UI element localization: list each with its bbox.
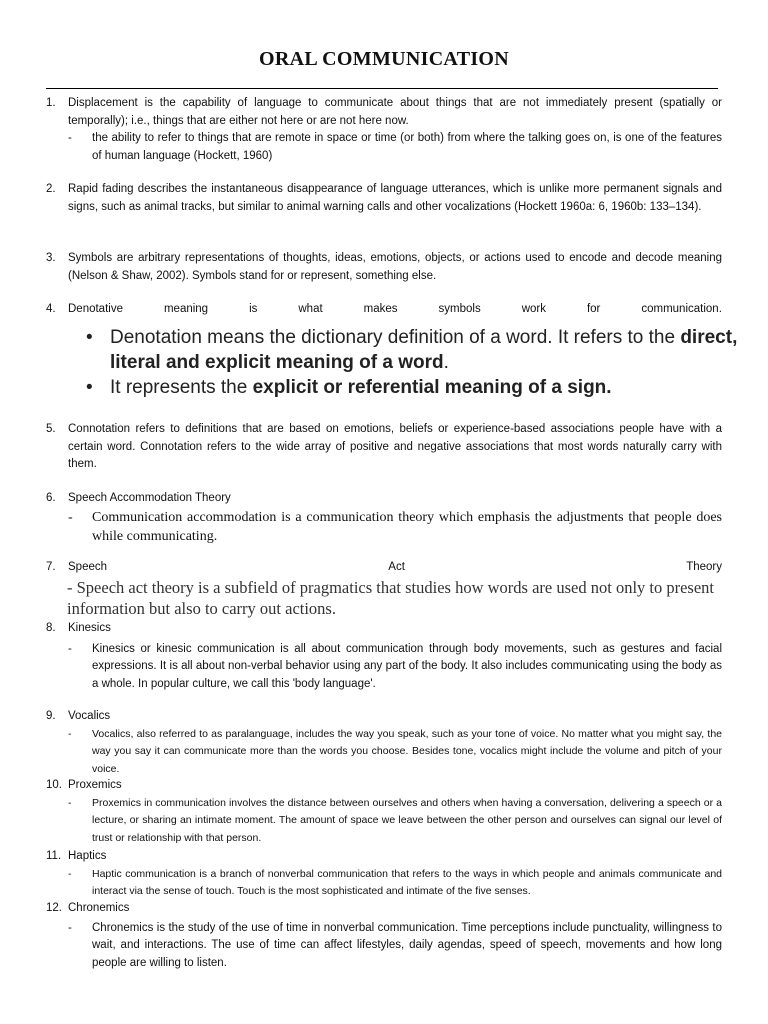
list-item-8 (46, 620, 722, 693)
item-sub-text: Proxemics in communication involves the distance between ourselves and others when having a conversation, delivering a speech or a lecture, or sharing an intimate moment. The amount of space we leave between the other person and ourselves can signal our level of trust or relationship with that person. (92, 796, 722, 844)
bullet-item (86, 325, 746, 375)
list-item-7 (46, 559, 722, 577)
list-item-2 (46, 181, 722, 216)
item-heading: Haptics (68, 850, 107, 862)
spread-word: Speech (68, 561, 108, 573)
item-text: Connotation refers to definitions that are based on emotions, beliefs or experience-based associations people have with a certain word. Connotation refers to the wide array of positive and negative associations that most words naturally carry with them. (68, 423, 722, 470)
item-spread-line (68, 559, 722, 577)
bullet-bold-text: direct, literal and explicit meaning of a word (110, 327, 738, 373)
item-number: 2. (46, 183, 56, 195)
bullet-text-end: . (443, 352, 449, 373)
bullet-text: Denotation means the dictionary definition of a word. It refers to the (110, 327, 681, 348)
item-number: 12. (46, 902, 62, 914)
item-spread-line (68, 301, 722, 319)
item-sub-text: Communication accommodation is a communication theory which emphasis the adjustments that people does while communicating. (92, 509, 722, 544)
spread-word: Theory (686, 561, 722, 573)
item-number: 9. (46, 710, 56, 722)
bullet-dot: • (86, 327, 93, 348)
item-number: 5. (46, 423, 56, 435)
bullet-dot: • (86, 377, 93, 398)
spread-word: is (249, 303, 258, 315)
item-sub-text: Haptic communication is a branch of nonverbal communication that refers to the ways in which people and animals communicate and interact via the sense of touch. Touch is the most sophisticated and intimate of the five senses. (92, 867, 722, 897)
list-item-3 (46, 250, 722, 285)
item-number: 6. (46, 492, 56, 504)
speech-act-definition: - Speech act theory is a subfield of pragmatics that studies how words are used not only to present information but also to carry out actions. (67, 578, 715, 618)
item-sub-text: Kinesics or kinesic communication is all about communication through body movements, such as gestures and facial expressions. It is all about non-verbal behavior using any part of the body. It also includes communicating using the body as a whole. In popular culture, we call this 'body language'. (92, 642, 722, 690)
list-item-12 (46, 900, 722, 972)
item-number: 4. (46, 303, 56, 315)
list-item-11 (46, 848, 722, 901)
dash-marker: - (68, 727, 72, 740)
list-item-4 (46, 301, 722, 319)
spread-word: communication. (641, 303, 722, 315)
spread-word: makes (363, 303, 398, 315)
dash-marker: - (68, 867, 72, 880)
spread-word: symbols (438, 303, 481, 315)
dash-marker: - (68, 921, 72, 934)
item-number: 3. (46, 252, 56, 264)
spread-word: for (586, 303, 601, 315)
document-title: ORAL COMMUNICATION (258, 48, 510, 70)
item-number: 8. (46, 622, 56, 634)
list-item-6 (46, 490, 722, 546)
item-number: 1. (46, 97, 56, 109)
list-item-5 (46, 421, 722, 474)
bullet-text: It represents the (110, 377, 253, 398)
list-item-1 (46, 95, 722, 165)
item-text: Rapid fading describes the instantaneous disappearance of language utterances, which is unlike more permanent signals and signs, such as animal tracks, but similar to animal warning calls and other vocalizations (Hockett 1960a: 6, 1960b: 133–134). (68, 183, 722, 213)
dash-marker: - (68, 642, 72, 655)
dash-marker: - (68, 132, 72, 144)
list-item-9 (46, 708, 722, 778)
item-text: Symbols are arbitrary representations of thoughts, ideas, emotions, objects, or actions used to encode and decode meaning (Nelson & Shaw, 2002). Symbols stand for or represent, something else. (68, 252, 722, 282)
spread-word: Act (388, 561, 405, 573)
item-sub-text: the ability to refer to things that are remote in space or time (or both) from where the talking goes on, is one of the features of human language (Hockett, 1960) (92, 132, 722, 162)
item-heading: Speech Accommodation Theory (68, 492, 231, 504)
item-number: 7. (46, 561, 56, 573)
dash-marker: - (68, 509, 73, 525)
item-heading: Kinesics (68, 622, 111, 634)
dash-marker: - (68, 796, 72, 809)
spread-word: work (521, 303, 546, 315)
item-text: Displacement is the capability of language to communicate about things that are not immediately present (spatially or temporally); i.e., things that are either not here or are not here now. (68, 97, 722, 127)
item-heading: Chronemics (68, 902, 130, 914)
item-number: 10. (46, 779, 62, 791)
denotation-bullets (86, 325, 746, 400)
item-heading: Proxemics (68, 779, 122, 791)
list-item-10 (46, 777, 722, 847)
item-sub-text: Vocalics, also referred to as paralanguage, includes the way you speak, such as your tone of voice. No matter what you might say, the way you say it can communicate more than the words you choose. Besides tone, vocalics might include the volume and pitch of your voice. (92, 727, 722, 775)
spread-word: meaning (163, 303, 209, 315)
spread-word: what (298, 303, 323, 315)
bullet-bold-text: explicit or referential meaning of a sign. (252, 377, 612, 398)
title-underline (46, 88, 718, 89)
item-number: 11. (46, 850, 62, 862)
spread-word: Denotative (68, 303, 123, 315)
item-sub-text: Chronemics is the study of the use of time in nonverbal communication. Time perceptions include punctuality, willingness to wait, and interactions. The use of time can affect lifestyles, daily agendas, speed of speech, movements and how long people are willing to listen. (92, 921, 722, 969)
bullet-item (86, 375, 746, 400)
item-heading: Vocalics (68, 710, 111, 722)
